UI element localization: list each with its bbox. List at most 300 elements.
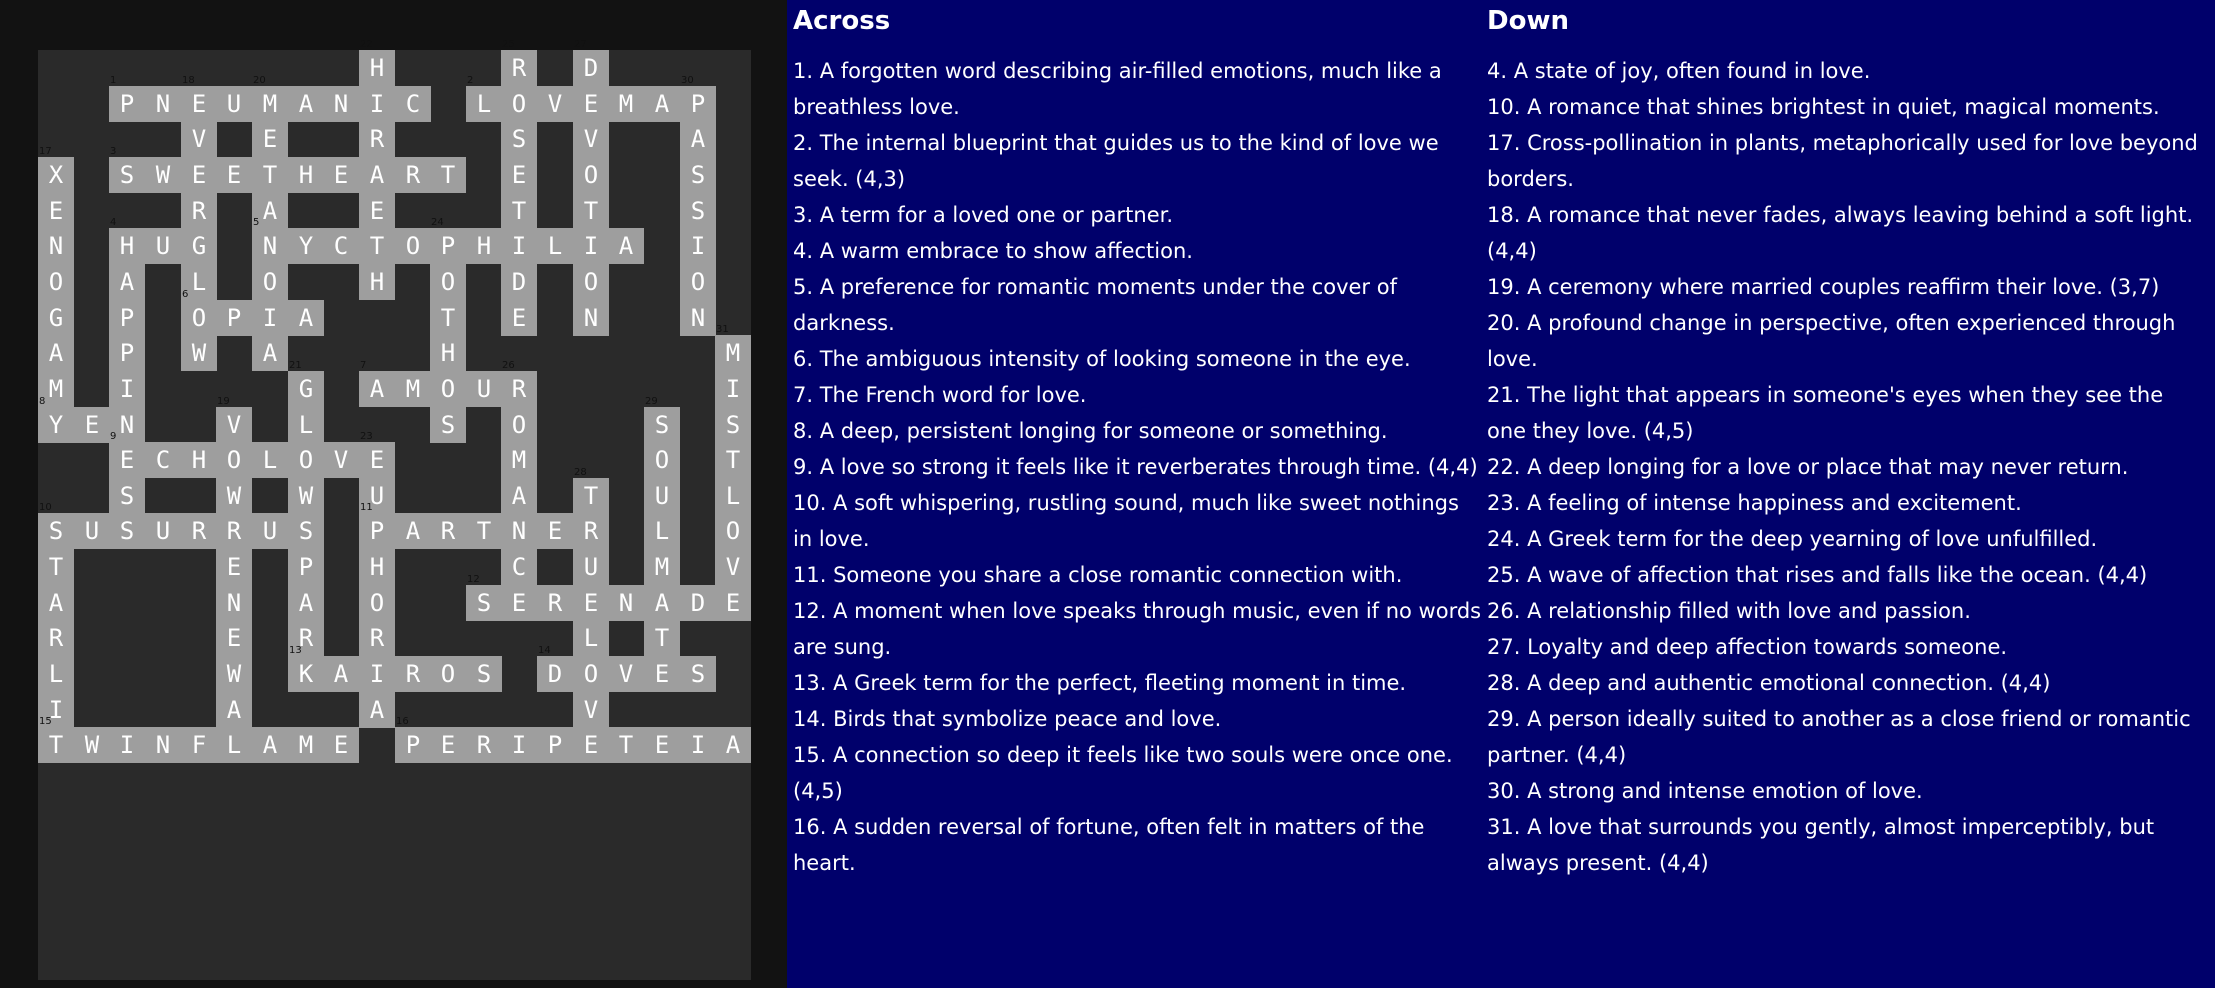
- grid-cell[interactable]: [216, 585, 252, 621]
- grid-cell[interactable]: [74, 407, 110, 443]
- cell-letter: U: [155, 232, 171, 260]
- grid-cell[interactable]: [715, 513, 751, 549]
- grid-cell[interactable]: [359, 39, 395, 86]
- cell-letter: O: [690, 268, 706, 296]
- grid-cell[interactable]: [38, 620, 74, 656]
- down-clue[interactable]: 20. A profound change in perspective, often experienced through love.: [1487, 311, 2176, 371]
- grid-cell[interactable]: [288, 300, 324, 336]
- across-clue[interactable]: 13. A Greek term for the perfect, fleeting moment in time.: [793, 671, 1407, 695]
- cell-letter: L: [583, 624, 599, 652]
- cell-letter: H: [369, 553, 385, 581]
- grid-cell[interactable]: [109, 431, 145, 478]
- grid-cell[interactable]: [573, 692, 609, 728]
- grid-cell[interactable]: [359, 86, 395, 122]
- cell-letter: W: [226, 482, 242, 510]
- grid-cell[interactable]: [181, 193, 217, 229]
- grid-cell[interactable]: [537, 585, 573, 621]
- grid-cell[interactable]: [181, 121, 217, 157]
- grid-cell[interactable]: [573, 467, 609, 514]
- grid-cell[interactable]: [501, 264, 537, 300]
- down-clue[interactable]: 22. A deep longing for a love or place that may never return.: [1487, 455, 2129, 479]
- grid-cell[interactable]: [573, 549, 609, 585]
- grid-cell[interactable]: [466, 228, 502, 264]
- cell-letter: V: [725, 553, 741, 581]
- across-clue[interactable]: 10. A soft whispering, rustling sound, much like sweet nothings in love.: [793, 491, 1459, 551]
- grid-cell[interactable]: [466, 574, 502, 621]
- grid-cell[interactable]: [38, 300, 74, 336]
- grid-cell[interactable]: [680, 157, 716, 193]
- grid-cell[interactable]: [395, 716, 431, 763]
- grid-cell[interactable]: [537, 86, 573, 122]
- cell-letter: V: [583, 125, 599, 153]
- grid-cell[interactable]: [109, 300, 145, 336]
- grid-cell[interactable]: [680, 193, 716, 229]
- grid-cell[interactable]: [501, 228, 537, 264]
- grid-cell[interactable]: [608, 86, 644, 122]
- grid-cell[interactable]: [501, 300, 537, 336]
- down-clue[interactable]: 29. A person ideally suited to another as a close friend or romantic partner. (4,4): [1487, 707, 2191, 767]
- grid-cell[interactable]: [501, 585, 537, 621]
- cell-letter: E: [654, 731, 670, 759]
- grid-cell[interactable]: [252, 75, 288, 122]
- down-clue[interactable]: 4. A state of joy, often found in love.: [1487, 59, 1871, 83]
- down-clue[interactable]: 23. A feeling of intense happiness and excitement.: [1487, 491, 2022, 515]
- grid-cell[interactable]: [573, 727, 609, 763]
- cell-letter: I: [511, 232, 527, 260]
- cell-letter: A: [226, 696, 242, 724]
- grid-cell[interactable]: [288, 549, 324, 585]
- cell-letter: N: [511, 517, 527, 545]
- grid-cell[interactable]: [430, 157, 466, 193]
- grid-cell[interactable]: [323, 442, 359, 478]
- down-clue[interactable]: 26. A relationship filled with love and passion.: [1487, 599, 1971, 623]
- cell-letter: I: [690, 232, 706, 260]
- grid-cell[interactable]: [644, 620, 680, 656]
- grid-cell[interactable]: [252, 442, 288, 478]
- grid-cell[interactable]: [216, 157, 252, 193]
- grid-cell[interactable]: [288, 228, 324, 264]
- cell-letter: N: [583, 304, 599, 332]
- grid-cell[interactable]: [395, 656, 431, 692]
- grid-cell[interactable]: [573, 228, 609, 264]
- grid-cell[interactable]: [145, 228, 181, 264]
- cell-letter: M: [48, 375, 64, 403]
- down-clue[interactable]: 18. A romance that never fades, always leaving behind a soft light. (4,4): [1487, 203, 2194, 263]
- grid-cell[interactable]: [573, 121, 609, 157]
- grid-cell[interactable]: [608, 228, 644, 264]
- clue-number: 28: [574, 467, 587, 478]
- down-clue[interactable]: 24. A Greek term for the deep yearning of love unfulfilled.: [1487, 527, 2098, 551]
- cell-letter: W: [191, 339, 207, 367]
- grid-cell[interactable]: [573, 157, 609, 193]
- cell-letter: S: [48, 517, 64, 545]
- cell-letter: U: [155, 517, 171, 545]
- grid-cell[interactable]: [573, 656, 609, 692]
- grid-cell[interactable]: [430, 513, 466, 549]
- across-clue[interactable]: 4. A warm embrace to show affection.: [793, 239, 1193, 263]
- grid-cell[interactable]: [501, 478, 537, 514]
- grid-cell[interactable]: [252, 335, 288, 371]
- grid-cell[interactable]: [501, 513, 537, 549]
- grid-cell[interactable]: [109, 478, 145, 514]
- grid-cell[interactable]: [644, 656, 680, 692]
- cell-letter: E: [333, 161, 349, 189]
- cell-letter: M: [618, 90, 634, 118]
- grid-cell[interactable]: [680, 300, 716, 336]
- cell-letter: L: [725, 482, 741, 510]
- across-clue[interactable]: 3. A term for a loved one or partner.: [793, 203, 1174, 227]
- down-clue[interactable]: 10. A romance that shines brightest in quiet, magical moments.: [1487, 95, 2160, 119]
- grid-cell[interactable]: [252, 121, 288, 157]
- grid-cell[interactable]: [145, 86, 181, 122]
- down-clue[interactable]: 19. A ceremony where married couples reaffirm their love. (3,7): [1487, 275, 2160, 299]
- grid-cell[interactable]: [430, 217, 466, 264]
- grid-cell[interactable]: [395, 371, 431, 407]
- grid-cell[interactable]: [466, 656, 502, 692]
- grid-cell[interactable]: [608, 656, 644, 692]
- grid-cell[interactable]: [501, 549, 537, 585]
- clue-number: 7: [360, 360, 367, 371]
- grid-cell[interactable]: [216, 513, 252, 549]
- cell-letter: E: [511, 161, 527, 189]
- grid-cell[interactable]: [359, 502, 395, 549]
- cell-letter: A: [48, 589, 64, 617]
- grid-cell[interactable]: [573, 39, 609, 86]
- cell-letter: I: [690, 731, 706, 759]
- grid-cell[interactable]: [38, 656, 74, 692]
- grid-cell[interactable]: [38, 335, 74, 371]
- grid-cell[interactable]: [359, 360, 395, 407]
- grid-cell[interactable]: [181, 727, 217, 763]
- cell-letter: V: [333, 446, 349, 474]
- down-clue[interactable]: 30. A strong and intense emotion of love.: [1487, 779, 1923, 803]
- grid-cell[interactable]: [359, 656, 395, 692]
- grid-cell[interactable]: [680, 656, 716, 692]
- grid-cell[interactable]: [109, 264, 145, 300]
- grid-cell[interactable]: [145, 727, 181, 763]
- grid-cell[interactable]: [715, 324, 751, 371]
- grid-cell[interactable]: [644, 396, 680, 443]
- cell-letter: D: [547, 660, 563, 688]
- grid-cell[interactable]: [359, 549, 395, 585]
- grid-cell[interactable]: [216, 620, 252, 656]
- grid-cell[interactable]: [216, 478, 252, 514]
- grid-cell[interactable]: [252, 264, 288, 300]
- down-clue-list: [1487, 53, 2202, 881]
- across-clue[interactable]: 15. A connection so deep it feels like two souls were once one. (4,5): [793, 743, 1453, 803]
- cell-letter: R: [369, 125, 385, 153]
- grid-cell[interactable]: [288, 645, 324, 692]
- grid-cell[interactable]: [288, 478, 324, 514]
- grid-cell[interactable]: [288, 585, 324, 621]
- grid-cell[interactable]: [252, 727, 288, 763]
- grid-cell[interactable]: [38, 146, 74, 193]
- grid-cell[interactable]: [608, 585, 644, 621]
- grid-cell[interactable]: [38, 549, 74, 585]
- grid-cell[interactable]: [573, 264, 609, 300]
- clue-number: 6: [182, 289, 189, 300]
- crossword-grid: [38, 39, 751, 980]
- cell-letter: F: [191, 731, 207, 759]
- grid-cell[interactable]: [181, 442, 217, 478]
- grid-cell[interactable]: [323, 228, 359, 264]
- grid-cell[interactable]: [573, 193, 609, 229]
- grid-cell[interactable]: [181, 289, 217, 336]
- across-clue[interactable]: 12. A moment when love speaks through music, even if no words are sung.: [793, 599, 1482, 659]
- grid-cell[interactable]: [715, 371, 751, 407]
- grid-cell[interactable]: [216, 300, 252, 336]
- grid-cell[interactable]: [109, 371, 145, 407]
- grid-cell[interactable]: [288, 86, 324, 122]
- cell-letter: S: [690, 161, 706, 189]
- cell-letter: S: [440, 411, 456, 439]
- grid-cell[interactable]: [501, 442, 537, 478]
- cell-letter: Y: [298, 232, 314, 260]
- grid-cell[interactable]: [501, 727, 537, 763]
- down-clue[interactable]: 17. Cross-pollination in plants, metaphorically used for love beyond borders.: [1487, 131, 2198, 191]
- grid-cell[interactable]: [145, 157, 181, 193]
- cell-letter: A: [262, 197, 278, 225]
- across-clue[interactable]: 7. The French word for love.: [793, 383, 1087, 407]
- clue-number: 3: [110, 146, 117, 157]
- grid-cell[interactable]: [466, 727, 502, 763]
- grid-cell[interactable]: [715, 407, 751, 443]
- cell-letter: P: [405, 731, 421, 759]
- grid-cell[interactable]: [216, 656, 252, 692]
- grid-cell[interactable]: [644, 442, 680, 478]
- grid-cell[interactable]: [216, 396, 252, 443]
- grid-cell[interactable]: [537, 513, 573, 549]
- grid-cell[interactable]: [288, 157, 324, 193]
- grid-cell[interactable]: [181, 513, 217, 549]
- cell-letter: O: [405, 232, 421, 260]
- grid-cell[interactable]: [501, 39, 537, 86]
- grid-cell[interactable]: [644, 549, 680, 585]
- grid-cell[interactable]: [573, 620, 609, 656]
- cell-letter: T: [583, 197, 599, 225]
- cell-letter: M: [405, 375, 421, 403]
- grid-cell[interactable]: [109, 217, 145, 264]
- grid-cell[interactable]: [395, 228, 431, 264]
- grid-cell[interactable]: [608, 727, 644, 763]
- grid-cell[interactable]: [466, 75, 502, 122]
- cell-letter: V: [226, 411, 242, 439]
- down-clue[interactable]: 25. A wave of affection that rises and falls like the ocean. (4,4): [1487, 563, 2148, 587]
- across-clue[interactable]: 8. A deep, persistent longing for someone or something.: [793, 419, 1388, 443]
- grid-cell[interactable]: [715, 442, 751, 478]
- grid-cell[interactable]: [395, 513, 431, 549]
- across-clue[interactable]: 2. The internal blueprint that guides us to the kind of love we seek. (4,3): [793, 131, 1439, 191]
- cell-letter: A: [298, 90, 314, 118]
- grid-cell[interactable]: [181, 157, 217, 193]
- grid-cell[interactable]: [501, 193, 537, 229]
- grid-cell[interactable]: [501, 121, 537, 157]
- grid-cell[interactable]: [430, 335, 466, 371]
- grid-cell[interactable]: [680, 727, 716, 763]
- grid-cell[interactable]: [109, 727, 145, 763]
- grid-cell[interactable]: [359, 157, 395, 193]
- cell-letter: V: [547, 90, 563, 118]
- grid-cell[interactable]: [501, 157, 537, 193]
- grid-cell[interactable]: [573, 513, 609, 549]
- cell-letter: L: [547, 232, 563, 260]
- grid-cell[interactable]: [680, 228, 716, 264]
- across-clue[interactable]: 6. The ambiguous intensity of looking someone in the eye.: [793, 347, 1411, 371]
- cell-letter: A: [405, 517, 421, 545]
- grid-cell[interactable]: [430, 727, 466, 763]
- grid-cell[interactable]: [252, 217, 288, 264]
- cell-letter: A: [511, 482, 527, 510]
- grid-cell[interactable]: [644, 727, 680, 763]
- clue-number: 8: [39, 396, 46, 407]
- grid-cell[interactable]: [288, 360, 324, 407]
- grid-cell[interactable]: [216, 692, 252, 728]
- cell-letter: R: [298, 624, 314, 652]
- grid-cell[interactable]: [537, 727, 573, 763]
- grid-cell[interactable]: [288, 407, 324, 443]
- grid-cell[interactable]: [680, 585, 716, 621]
- grid-cell[interactable]: [573, 86, 609, 122]
- grid-cell[interactable]: [38, 585, 74, 621]
- grid-cell[interactable]: [181, 228, 217, 264]
- grid-cell[interactable]: [109, 513, 145, 549]
- grid-cell[interactable]: [359, 431, 395, 478]
- across-clue[interactable]: 14. Birds that symbolize peace and love.: [793, 707, 1222, 731]
- across-clue[interactable]: 1. A forgotten word describing air-filled emotions, much like a breathless love.: [793, 59, 1442, 119]
- grid-cell[interactable]: [109, 75, 145, 122]
- grid-cell[interactable]: [74, 513, 110, 549]
- grid-cell[interactable]: [644, 478, 680, 514]
- grid-cell[interactable]: [466, 371, 502, 407]
- grid-cell[interactable]: [430, 300, 466, 336]
- cell-letter: E: [511, 589, 527, 617]
- down-clue[interactable]: 28. A deep and authentic emotional connection. (4,4): [1487, 671, 2051, 695]
- grid-cell[interactable]: [430, 407, 466, 443]
- cell-letter: G: [191, 232, 207, 260]
- cell-letter: O: [48, 268, 64, 296]
- grid-cell[interactable]: [715, 727, 751, 763]
- grid-cell[interactable]: [216, 442, 252, 478]
- grid-cell[interactable]: [38, 396, 74, 443]
- grid-cell[interactable]: [216, 549, 252, 585]
- cell-letter: E: [191, 90, 207, 118]
- grid-cell[interactable]: [38, 228, 74, 264]
- grid-cell[interactable]: [573, 585, 609, 621]
- grid-cell[interactable]: [323, 656, 359, 692]
- grid-cell[interactable]: [573, 300, 609, 336]
- grid-cell[interactable]: [109, 146, 145, 193]
- grid-cell[interactable]: [145, 513, 181, 549]
- cell-letter: S: [476, 660, 492, 688]
- across-clue[interactable]: 11. Someone you share a close romantic connection with.: [793, 563, 1403, 587]
- grid-cell[interactable]: [359, 620, 395, 656]
- cell-letter: W: [84, 731, 100, 759]
- grid-cell[interactable]: [252, 513, 288, 549]
- grid-cell[interactable]: [252, 157, 288, 193]
- grid-cell[interactable]: [644, 513, 680, 549]
- grid-cell[interactable]: [680, 121, 716, 157]
- grid-cell[interactable]: [216, 727, 252, 763]
- grid-cell[interactable]: [359, 264, 395, 300]
- clue-number: 21: [289, 360, 302, 371]
- grid-cell[interactable]: [359, 121, 395, 157]
- down-clue[interactable]: 31. A love that surrounds you gently, almost imperceptibly, but always present. (4,4): [1487, 815, 2155, 875]
- grid-cell[interactable]: [323, 157, 359, 193]
- cell-letter: U: [84, 517, 100, 545]
- grid-cell[interactable]: [181, 75, 217, 122]
- down-clue[interactable]: 21. The light that appears in someone's eyes when they see the one they love. (4,5): [1487, 383, 2164, 443]
- across-clue[interactable]: 9. A love so strong it feels like it reverberates through time. (4,4): [793, 455, 1478, 479]
- grid-cell[interactable]: [537, 645, 573, 692]
- grid-cell[interactable]: [501, 407, 537, 443]
- grid-cell[interactable]: [288, 513, 324, 549]
- grid-cell[interactable]: [715, 585, 751, 621]
- grid-cell[interactable]: [252, 300, 288, 336]
- cell-letter: N: [119, 411, 135, 439]
- grid-cell[interactable]: [395, 157, 431, 193]
- cell-letter: P: [119, 90, 135, 118]
- cell-letter: V: [191, 125, 207, 153]
- cell-letter: E: [654, 660, 670, 688]
- cell-letter: S: [725, 411, 741, 439]
- grid-cell[interactable]: [359, 193, 395, 229]
- clue-number: 12: [467, 574, 480, 585]
- grid-cell[interactable]: [501, 360, 537, 407]
- grid-cell[interactable]: [288, 442, 324, 478]
- grid-cell[interactable]: [715, 478, 751, 514]
- across-clue[interactable]: 5. A preference for romantic moments under the cover of darkness.: [793, 275, 1397, 335]
- cell-letter: G: [298, 375, 314, 403]
- grid-cell[interactable]: [501, 86, 537, 122]
- grid-cell[interactable]: [430, 656, 466, 692]
- cell-letter: I: [725, 375, 741, 403]
- grid-cell[interactable]: [109, 335, 145, 371]
- grid-cell[interactable]: [537, 228, 573, 264]
- grid-cell[interactable]: [680, 264, 716, 300]
- grid-cell[interactable]: [359, 228, 395, 264]
- grid-cell[interactable]: [359, 692, 395, 728]
- grid-cell[interactable]: [216, 86, 252, 122]
- grid-cell[interactable]: [680, 75, 716, 122]
- grid-cell[interactable]: [288, 727, 324, 763]
- cell-letter: D: [511, 268, 527, 296]
- grid-cell[interactable]: [715, 549, 751, 585]
- grid-cell[interactable]: [74, 727, 110, 763]
- grid-cell[interactable]: [145, 442, 181, 478]
- cell-letter: I: [48, 696, 64, 724]
- grid-cell[interactable]: [359, 585, 395, 621]
- grid-cell[interactable]: [430, 371, 466, 407]
- grid-cell[interactable]: [38, 264, 74, 300]
- cell-letter: T: [583, 482, 599, 510]
- grid-cell[interactable]: [644, 585, 680, 621]
- grid-cell[interactable]: [466, 513, 502, 549]
- grid-cell[interactable]: [430, 264, 466, 300]
- grid-cell[interactable]: [323, 727, 359, 763]
- clue-number: 16: [396, 716, 409, 727]
- across-clue[interactable]: 16. A sudden reversal of fortune, often felt in matters of the heart.: [793, 815, 1425, 875]
- grid-cell[interactable]: [38, 502, 74, 549]
- grid-cell[interactable]: [38, 193, 74, 229]
- grid-cell[interactable]: [38, 716, 74, 763]
- grid-cell[interactable]: [181, 335, 217, 371]
- down-clue[interactable]: 27. Loyalty and deep affection towards someone.: [1487, 635, 2008, 659]
- grid-cell[interactable]: [323, 86, 359, 122]
- cell-letter: P: [690, 90, 706, 118]
- grid-cell[interactable]: [395, 86, 431, 122]
- grid-cell[interactable]: [644, 86, 680, 122]
- cell-letter: E: [119, 446, 135, 474]
